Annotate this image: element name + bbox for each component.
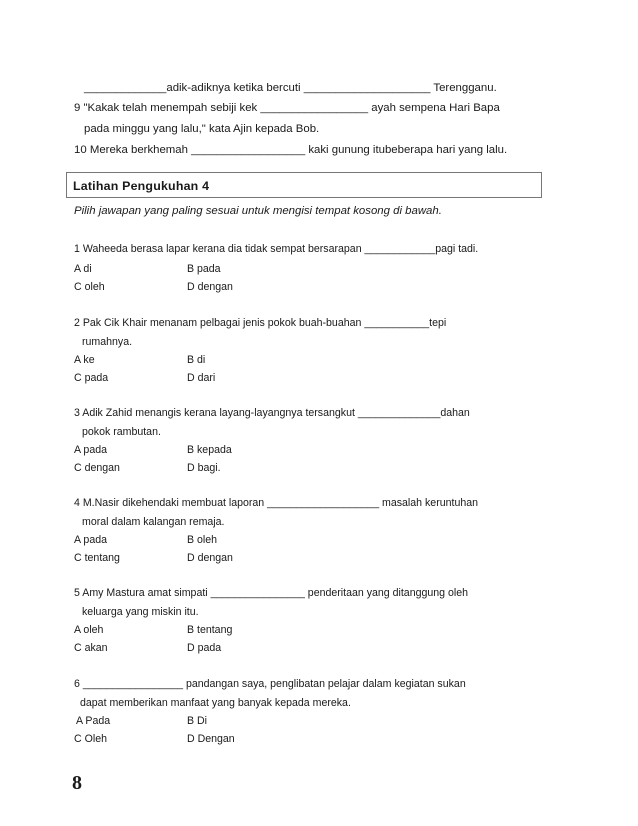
page-number: 8 <box>72 772 82 794</box>
question-5-option-a: A oleh <box>74 624 104 636</box>
question-6-line-1: 6 _________________ pandangan saya, penglibatan pelajar dalam kegiatan sukan <box>74 678 466 690</box>
question-3-option-d: D bagi. <box>187 462 221 474</box>
question-3-option-b: B kepada <box>187 444 232 456</box>
section-header-box <box>66 172 542 198</box>
question-1-option-d: D dengan <box>187 281 233 293</box>
question-4-option-a: A pada <box>74 534 107 546</box>
question-2-option-c: C pada <box>74 372 109 384</box>
question-5-option-c: C akan <box>74 642 108 654</box>
question-9-line-1: 9 "Kakak telah menempah sebiji kek _________________ ayah sempena Hari Bapa <box>74 102 500 114</box>
question-4-option-d: D dengan <box>187 552 233 564</box>
question-3-option-c: C dengan <box>74 462 120 474</box>
instruction-text: Pilih jawapan yang paling sesuai untuk mengisi tempat kosong di bawah. <box>74 205 442 217</box>
question-2-line-1: 2 Pak Cik Khair menanam pelbagai jenis pokok buah-buahan ___________tepi <box>74 317 447 329</box>
question-3-option-a: A pada <box>74 444 107 456</box>
question-2-option-b: B di <box>187 354 206 366</box>
question-1-line-1: 1 Waheeda berasa lapar kerana dia tidak sempat bersarapan ____________pagi tadi. <box>74 243 479 255</box>
question-2-line-2: rumahnya. <box>82 336 133 348</box>
question-4-option-b: B oleh <box>187 534 218 546</box>
question-1-option-c: C oleh <box>74 281 105 293</box>
question-6-option-c: C Oleh <box>74 733 107 745</box>
question-3-line-1: 3 Adik Zahid menangis kerana layang-layangnya tersangkut ______________dahan <box>74 407 470 419</box>
question-9-line-2: pada minggu yang lalu," kata Ajin kepada Bob. <box>84 123 320 135</box>
section-title: Latihan Pengukuhan 4 <box>73 179 210 193</box>
question-6-line-2: dapat memberikan manfaat yang banyak kepada mereka. <box>80 697 351 709</box>
question-5-line-2: keluarga yang miskin itu. <box>82 606 199 618</box>
question-4-line-1: 4 M.Nasir dikehendaki membuat laporan ___________________ masalah keruntuhan <box>74 497 479 509</box>
question-2-option-a: A ke <box>74 354 95 366</box>
question-1-option-a: A di <box>74 263 92 275</box>
text-line: _____________adik-adiknya ketika bercuti ____________________ Terengganu. <box>84 82 497 94</box>
question-5-option-b: B tentang <box>187 624 233 636</box>
question-5-line-1: 5 Amy Mastura amat simpati ________________ penderitaan yang ditanggung oleh <box>74 587 469 599</box>
question-3-line-2: pokok rambutan. <box>82 426 161 438</box>
question-10-line: 10 Mereka berkhemah __________________ kaki gunung itubeberapa hari yang lalu. <box>74 144 508 156</box>
question-6-option-a: A Pada <box>76 715 111 727</box>
question-2-option-d: D dari <box>187 372 216 384</box>
question-4-line-2: moral dalam kalangan remaja. <box>82 516 225 528</box>
question-6-option-b: B Di <box>187 715 208 727</box>
question-4-option-c: C tentang <box>74 552 120 564</box>
question-5-option-d: D pada <box>187 642 222 654</box>
question-1-option-b: B pada <box>187 263 221 275</box>
question-6-option-d: D Dengan <box>187 733 235 745</box>
